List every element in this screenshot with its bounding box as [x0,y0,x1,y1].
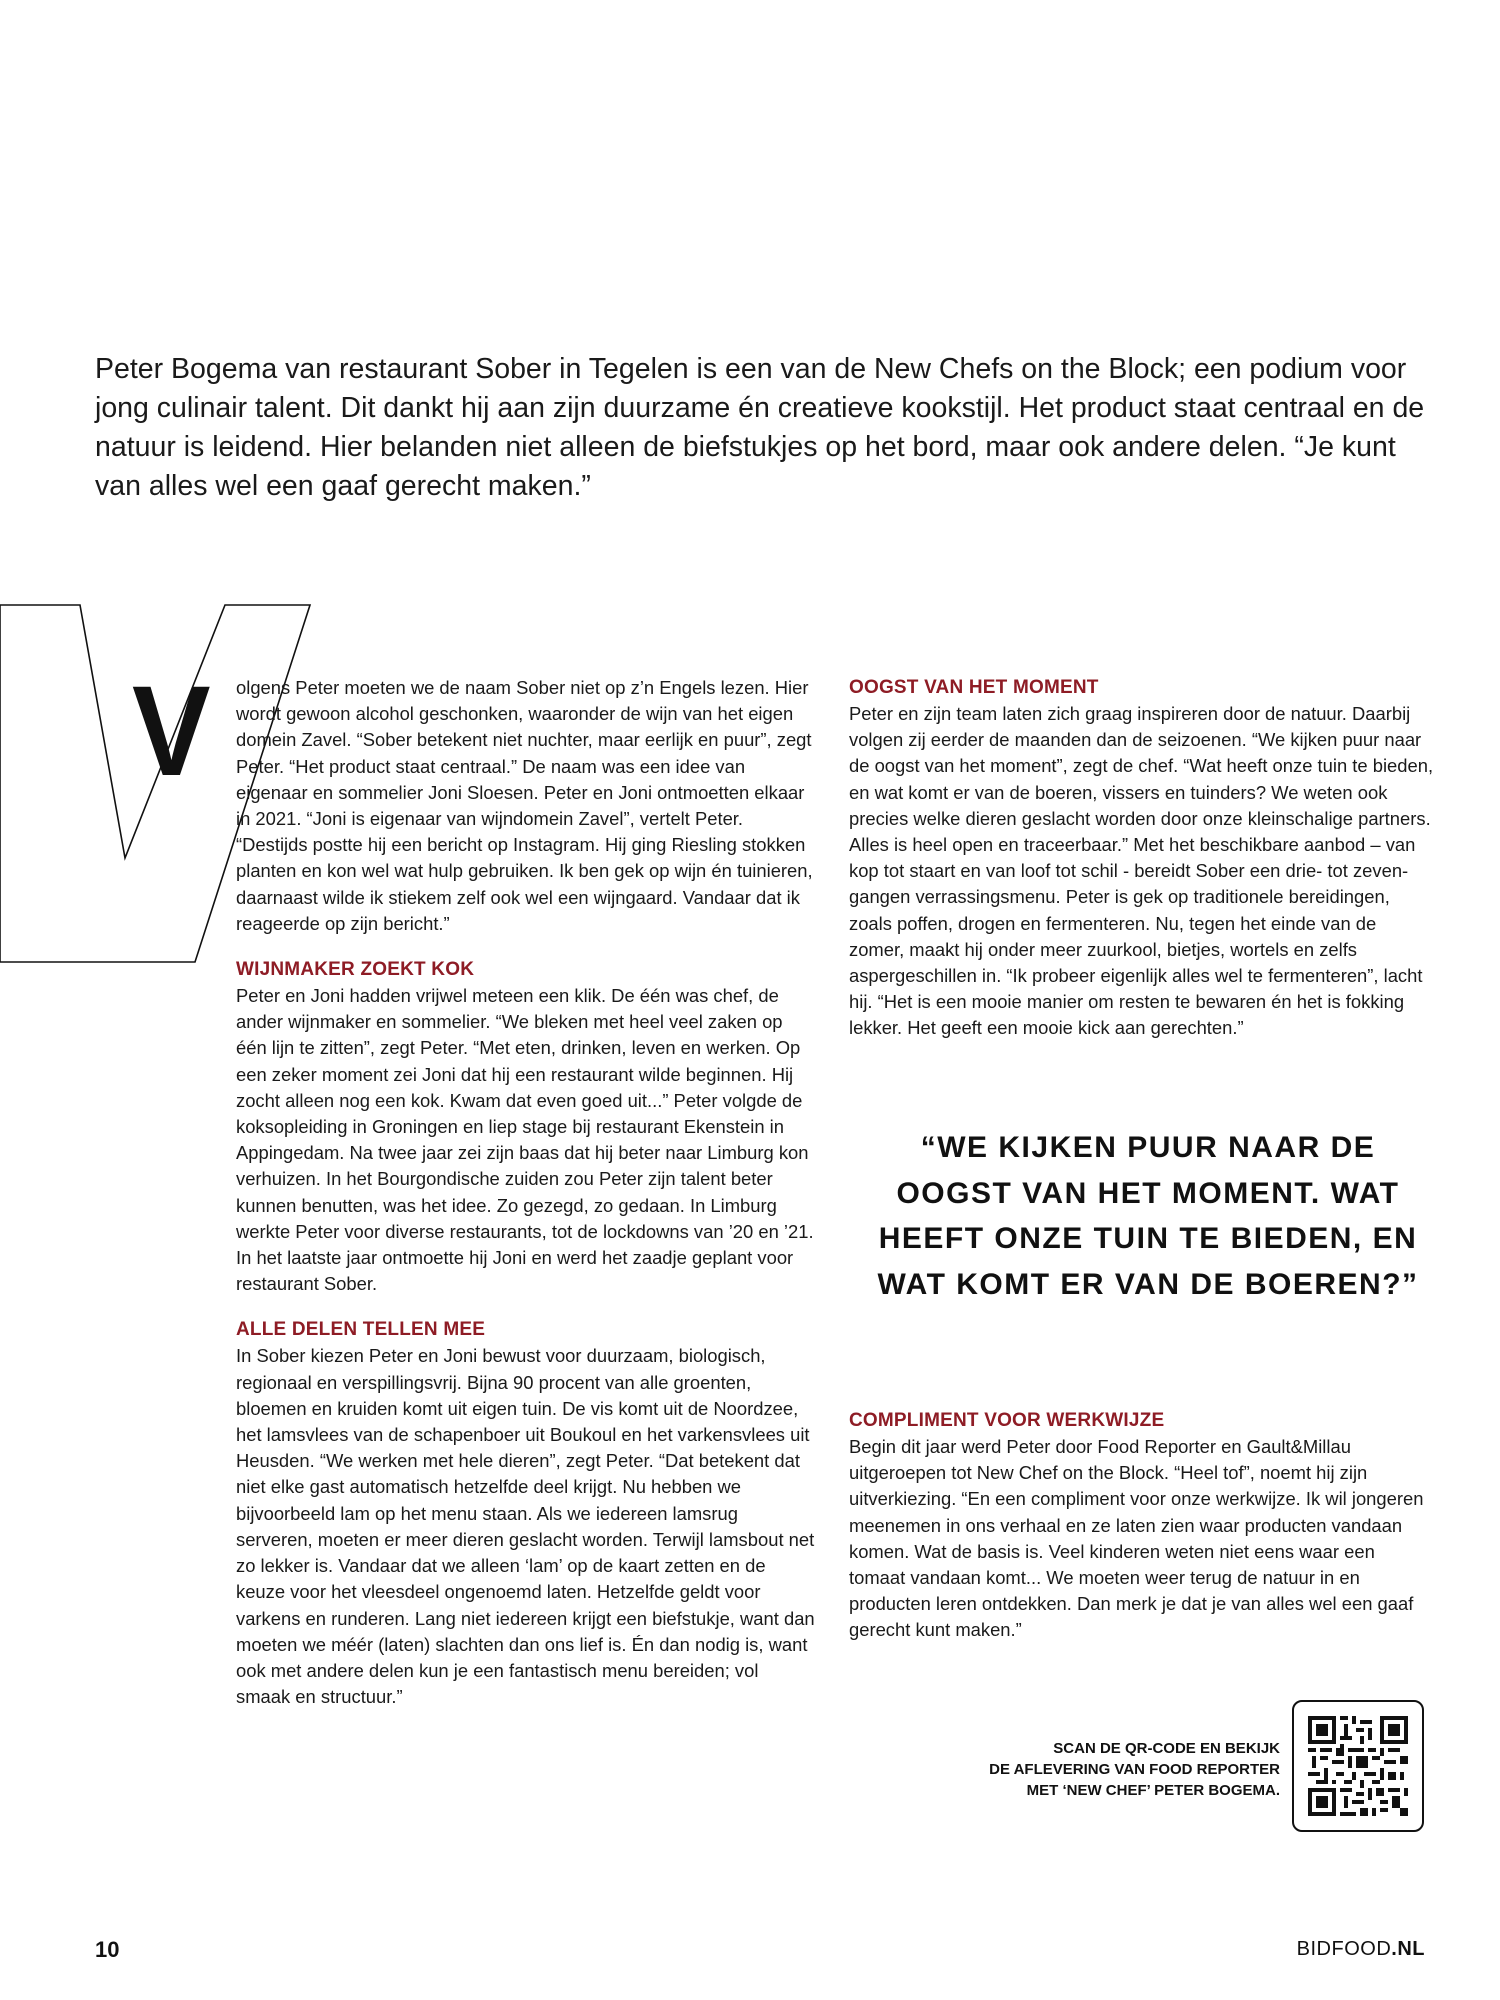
qr-caption [920,1738,1280,1801]
heading-alle-delen-tellen-mee: ALLE DELEN TELLEN MEE [236,1319,486,1341]
right-column-bottom [849,1408,1434,1644]
page-number: 10 [95,1937,120,1962]
heading-oogst-van-het-moment: OOGST VAN HET MOMENT [849,677,1099,698]
qr-caption-line: SCAN DE QR-CODE EN BEKIJK [1053,1740,1280,1757]
dropcap-letter: V [132,660,211,803]
right-column-top [849,675,1434,1042]
brand-footer[interactable] [1297,1938,1425,1961]
heading-wijnmaker-zoekt-kok: WIJNMAKER ZOEKT KOK [236,959,475,981]
heading-compliment-voor-werkwijze: COMPLIMENT VOOR WERKWIJZE [849,1410,1165,1431]
brand-tld: .NL [1391,1938,1425,1960]
paragraph-compliment: Begin dit jaar werd Peter door Food Reporter en Gault&Millau uitgeroepen tot New Chef on the Block. “Heel tof”, noemt hij zijn uitverkiezing. “En een compliment voor onze werkwijze. Ik wil jongeren meenemen in ons verhaal en ze laten zien waar producten vandaan komen. Wat de basis is. Veel kinderen weten niet eens waar een tomaat vandaan komt... We moeten weer terug de natuur in en producten leren ontdekken. Dan merk je dat je van alles wel een gaaf gerecht kunt maken.” [849,1436,1424,1641]
paragraph-oogst: Peter en zijn team laten zich graag inspireren door de natuur. Daarbij volgen zij eerder de maanden dan de seizoenen. “We kijken puur naar de oogst van het moment”, zegt de chef. “Wat heeft onze tuin te bieden, en wat komt er van de boeren, vissers en tuinders? We weten ook precies welke dieren geslacht worden door onze kleinschalige partners. Alles is heel open en traceerbaar.” Met het beschikbare aanbod – van kop tot staart en van loof tot schil - bereidt Sober een drie- tot zeven-gangen verrassingsmenu. Peter is gek op traditionele bereidingen, zoals poffen, drogen en fermenteren. Nu, tegen het einde van de zomer, maakt hij onder meer zuurkool, bietjes, wortels en zelfs aspergeschillen in. “Ik probeer eigenlijk alles wel te fermenteren”, lacht hij. “Het is een mooie manier om resten te bewaren én het is fokking lekker. Het geeft een mooie kick aan gerechten.” [849,703,1434,1039]
qr-code-icon [1308,1716,1408,1816]
intro-lead: Peter Bogema van restaurant Sober in Tegelen is een van de New Chefs on the Block; een podium voor jong culinair talent. Dit dankt hij aan zijn duurzame én creatieve kookstijl. Het product staat centraal en de natuur is leidend. Hier belanden niet alleen de biefstukjes op het bord, maar ook andere delen. “Je kunt van alles wel een gaaf gerecht maken.” [95,353,1425,502]
paragraph-alle-delen: In Sober kiezen Peter en Joni bewust voor duurzaam, biologisch, regionaal en verspillingsvrij. Bijna 90 procent van alle groenten, bloemen en kruiden komt uit eigen tuin. De vis komt uit de Noordzee, het lamsvlees van de schapenboer uit Boukoul en het varkensvlees uit Heusden. “We werken met hele dieren”, zegt Peter. “Dat betekent dat niet elke gast automatisch hetzelfde deel krijgt. Nu hebben we bijvoorbeeld lam op het menu staan. Als we iedereen lamsrug serveren, moeten er meer dieren geslacht worden. Terwijl lamsbout net zo lekker is. Vandaar dat we alleen ‘lam’ op de kaart zetten en de keuze voor het vleesdeel ongenoemd laten. Hetzelfde geldt voor varkens en runderen. Lang niet iedereen krijgt een biefstukje, want dan moeten we méér (laten) slachten dan ons lief is. Én dan nodig is, want ook met andere delen kun je een fantastisch menu bereiden; vol smaak en structuur.” [236,1345,815,1708]
qr-caption-line: DE AFLEVERING VAN FOOD REPORTER [989,1761,1280,1778]
pull-quote: “WE KIJKEN PUUR NAAR DE OOGST VAN HET MOMENT. WAT HEEFT ONZE TUIN TE BIEDEN, EN WAT KOMT ER VAN DE BOEREN?” [877,1131,1419,1301]
opening-paragraph: olgens Peter moeten we de naam Sober niet op z’n Engels lezen. Hier wordt gewoon alcohol geschonken, waaronder de wijn van het eigen domein Zavel. “Sober betekent niet nuchter, maar eerlijk en puur”, zegt Peter. “Het product staat centraal.” De naam was een idee van eigenaar en sommelier Joni Sloesen. Peter en Joni ontmoetten elkaar in 2021. “Joni is eigenaar van wijndomein Zavel”, vertelt Peter. “Destijds postte hij een bericht op Instagram. Hij ging Riesling stokken planten en kon wel wat hulp gebruiken. Ik ben gek op wijn én tuinieren, daarnaast wilde ik stiekem zelf ook wel een wijngaard. Vandaar dat ik reageerde op zijn bericht.” [236,677,813,934]
qr-caption-line: MET ‘NEW CHEF’ PETER BOGEMA. [1026,1782,1280,1799]
qr-code[interactable] [1292,1700,1424,1832]
paragraph-wijnmaker: Peter en Joni hadden vrijwel meteen een klik. De één was chef, de ander wijnmaker en sommelier. “We bleken met heel veel zaken op één lijn te zitten”, zegt Peter. “Met eten, drinken, leven en werken. Op een zeker moment zei Joni dat hij een restaurant wilde beginnen. Hij zocht alleen nog een kok. Kwam dat even goed uit...” Peter volgde de koksopleiding in Groningen en liep stage bij restaurant Ekenstein in Appingedam. Na twee jaar zei zijn baas dat hij beter naar Limburg kon verhuizen. In het Bourgondische zuiden zou Peter zijn talent beter kunnen benutten, was het idee. Zo gezegd, zo gedaan. In Limburg werkte Peter voor diverse restaurants, tot de lockdowns van ’20 en ’21. In het laatste jaar ontmoette hij Joni en werd het zaadje geplant voor restaurant Sober. [236,985,814,1295]
left-column [236,675,816,1710]
brand-name: BIDFOOD [1296,1938,1392,1960]
